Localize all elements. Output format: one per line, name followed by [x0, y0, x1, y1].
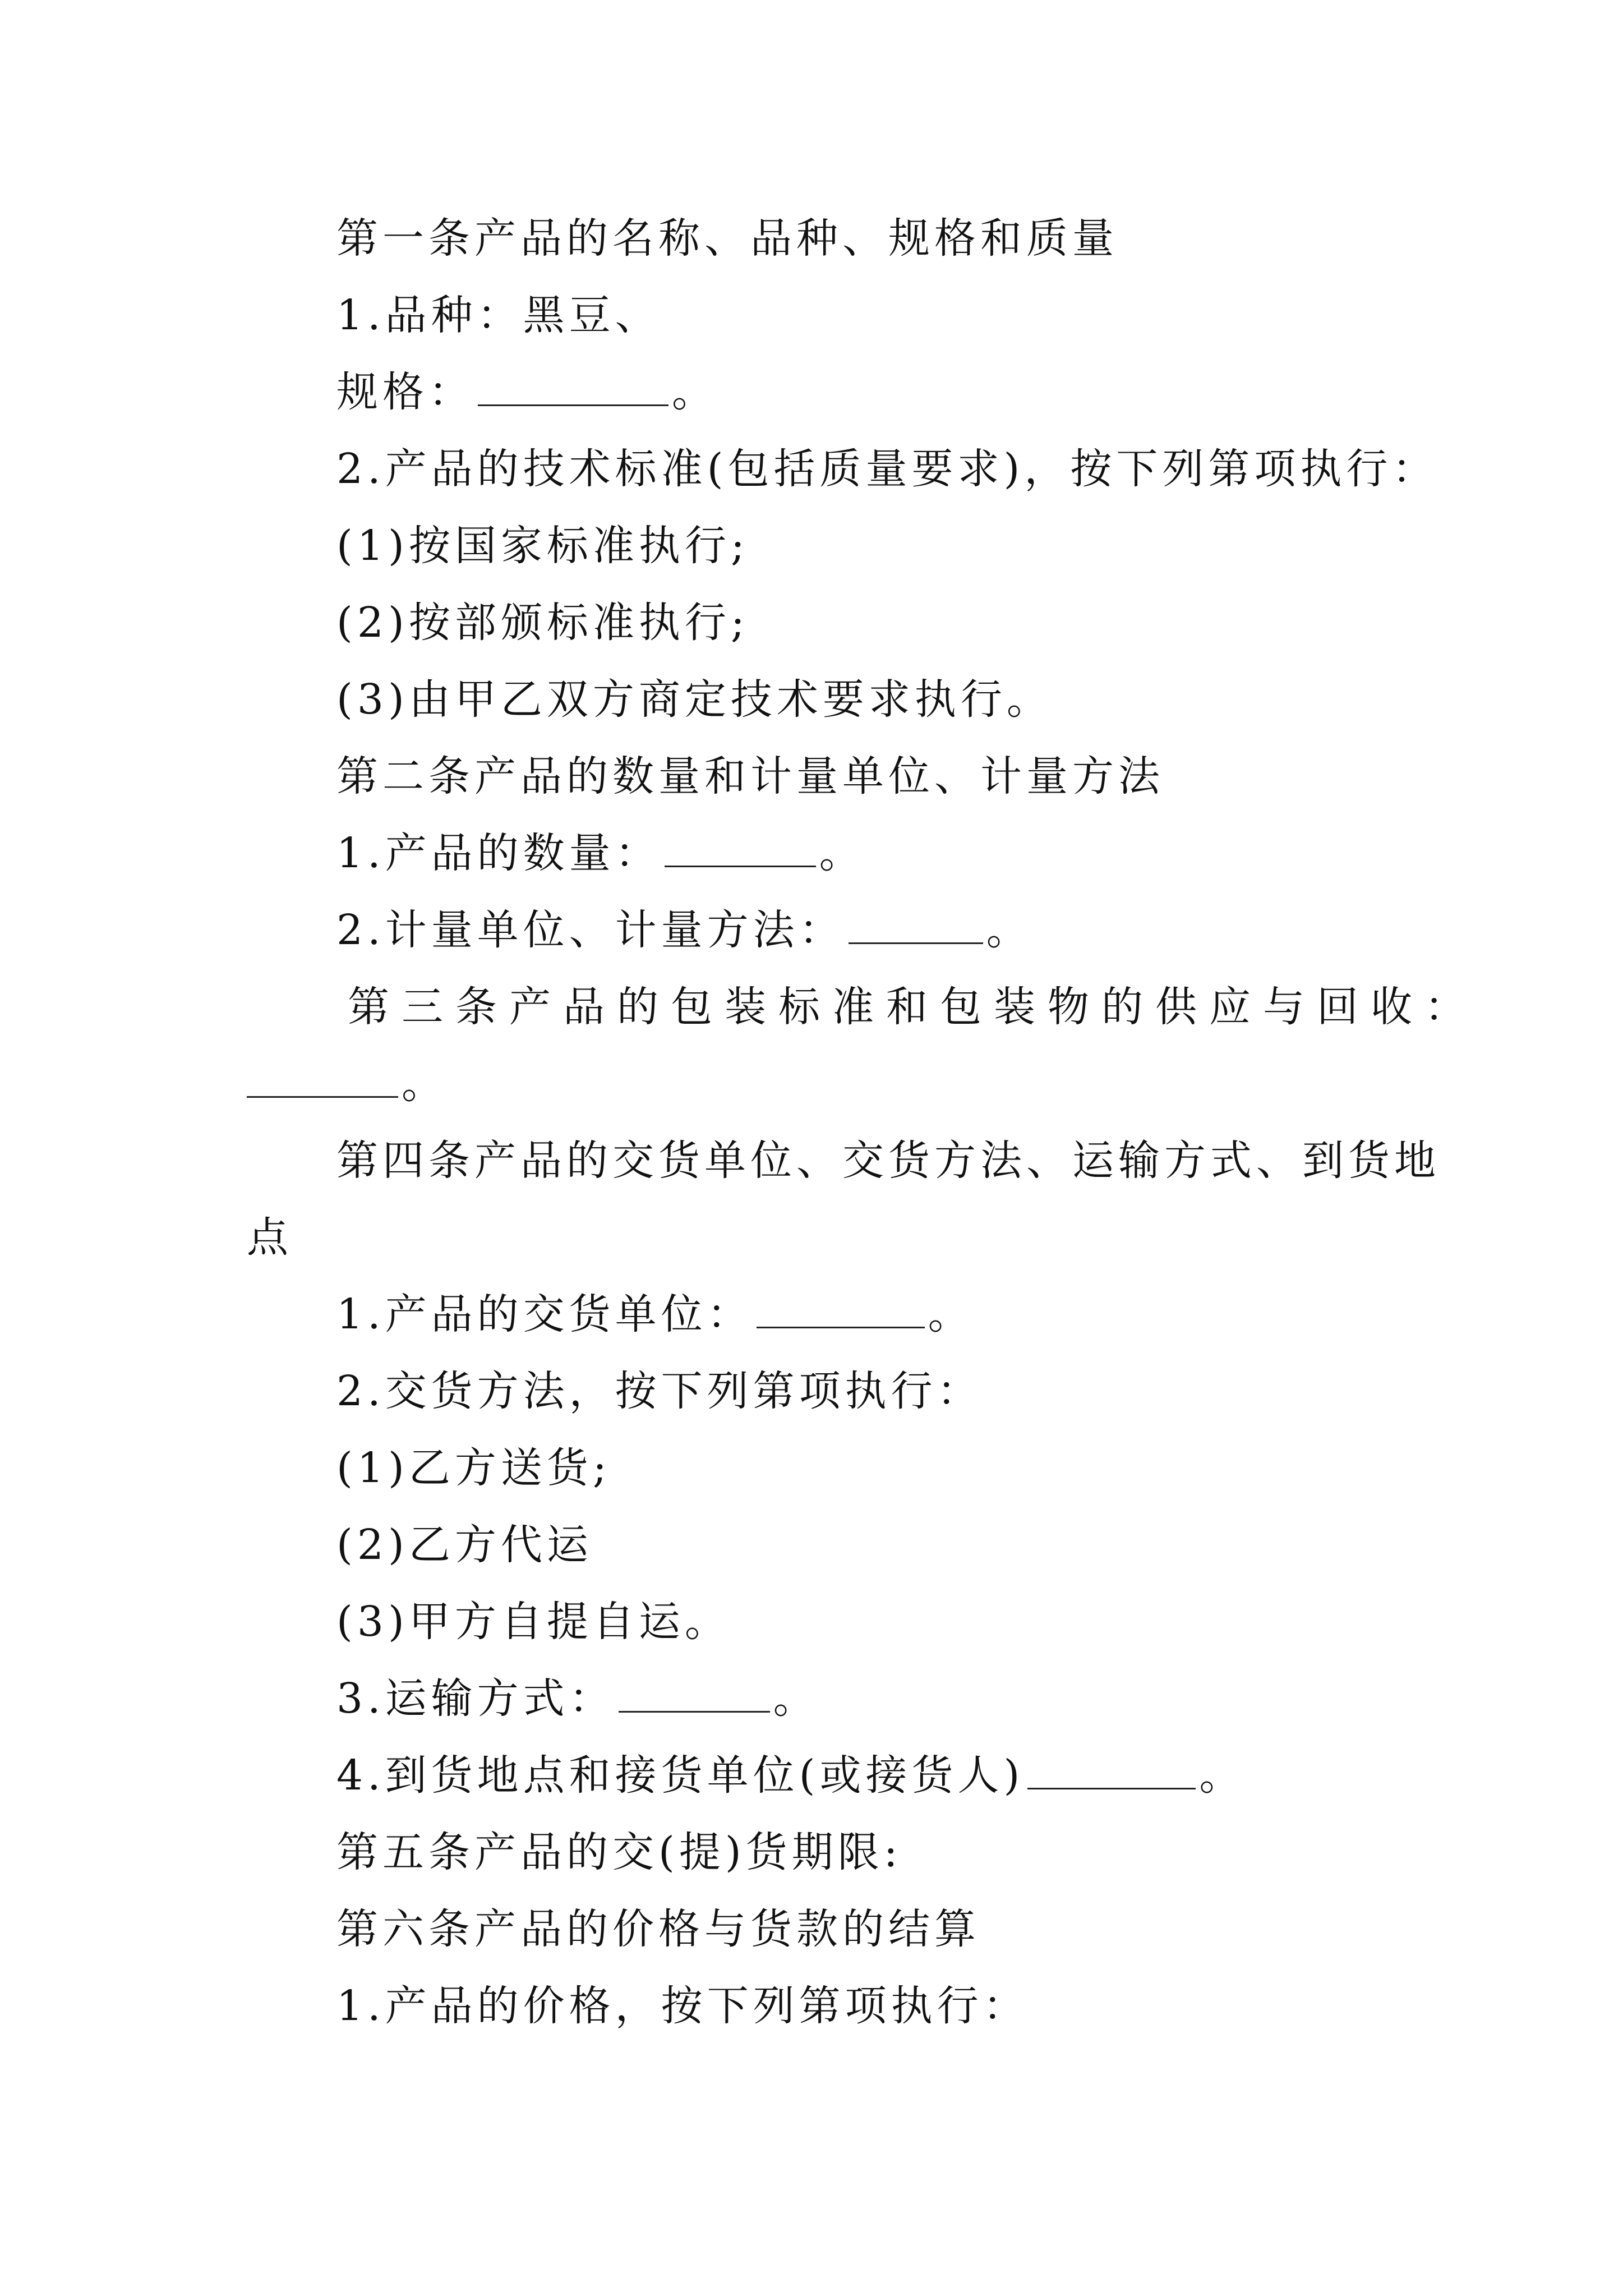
- text: 。: [773, 1674, 819, 1723]
- text: 。: [986, 906, 1032, 954]
- text: 第四条产品的交货单位、交货方法、运输方式、到货地: [336, 1137, 1440, 1185]
- text: 1.产品的价格，按下列第项执行：: [336, 1982, 1029, 2030]
- text: 1.产品的数量：: [336, 829, 661, 877]
- text: 点: [247, 1213, 293, 1262]
- article-3-heading: [348, 979, 1478, 1035]
- text: 。: [672, 368, 718, 416]
- article-6-item-1: [336, 1978, 1029, 2034]
- article-1-heading: [336, 210, 1118, 266]
- text: 第二条产品的数量和计量单位、计量方法: [336, 752, 1164, 800]
- article-3-continuation: [247, 1056, 448, 1112]
- fill-in-blank: [665, 831, 816, 867]
- text: 2.交货方法，按下列第项执行：: [336, 1367, 983, 1415]
- text: 2.产品的技术标准(包括质量要求)，按下列第项执行：: [336, 445, 1438, 493]
- article-4-option-3: [336, 1594, 731, 1650]
- article-2-item-1: [336, 825, 865, 881]
- article-4-item-1: [336, 1286, 974, 1342]
- article-4-option-2: [336, 1517, 593, 1573]
- text: (3)甲方自提自运。: [336, 1598, 731, 1646]
- fill-in-blank: [849, 908, 983, 944]
- text: 。: [402, 1060, 448, 1108]
- article-2-heading: [336, 748, 1164, 804]
- article-4-item-3: [336, 1671, 819, 1727]
- article-1-option-1: [336, 518, 749, 574]
- article-4-option-1: [336, 1440, 611, 1496]
- fill-in-blank: [247, 1061, 398, 1098]
- text: 3.运输方式：: [336, 1674, 615, 1723]
- fill-in-blank: [757, 1292, 925, 1328]
- text: 第三条产品的包装标准和包装物的供应与回收：: [348, 983, 1478, 1031]
- article-6-heading: [336, 1901, 980, 1957]
- article-1-option-2: [336, 595, 749, 651]
- article-1-item-2: [336, 441, 1438, 497]
- text: 4.到货地点和接货单位(或接货人): [336, 1751, 1025, 1800]
- article-4-heading-continuation: [247, 1209, 293, 1266]
- fill-in-blank: [478, 370, 668, 406]
- text: 1.品种：黑豆、: [336, 291, 661, 339]
- article-1-item-1: [336, 287, 661, 343]
- text: (3)由甲乙双方商定技术要求执行。: [336, 675, 1053, 724]
- article-4-heading: [336, 1133, 1440, 1189]
- text: 第一条产品的名称、品种、规格和质量: [336, 214, 1118, 263]
- text: 。: [1199, 1751, 1246, 1800]
- article-1-spec: [336, 364, 718, 420]
- fill-in-blank: [1027, 1753, 1196, 1789]
- text: 。: [928, 1290, 974, 1338]
- fill-in-blank: [619, 1676, 770, 1713]
- article-1-option-3: [336, 671, 1053, 728]
- article-5-heading: [336, 1824, 902, 1880]
- text: 2.计量单位、计量方法：: [336, 906, 845, 954]
- article-2-item-2: [336, 902, 1032, 958]
- text: 1.产品的交货单位：: [336, 1290, 753, 1338]
- text: (1)按国家标准执行;: [336, 522, 749, 570]
- article-4-item-4: [336, 1747, 1245, 1803]
- text: (2)乙方代运: [336, 1521, 593, 1569]
- article-4-item-2: [336, 1363, 983, 1419]
- text: 。: [819, 829, 865, 877]
- text: 规格：: [336, 368, 474, 416]
- text: 第五条产品的交(提)货期限:: [336, 1828, 902, 1876]
- text: 第六条产品的价格与货款的结算: [336, 1905, 980, 1953]
- text: (1)乙方送货;: [336, 1444, 611, 1492]
- text: (2)按部颁标准执行;: [336, 599, 749, 647]
